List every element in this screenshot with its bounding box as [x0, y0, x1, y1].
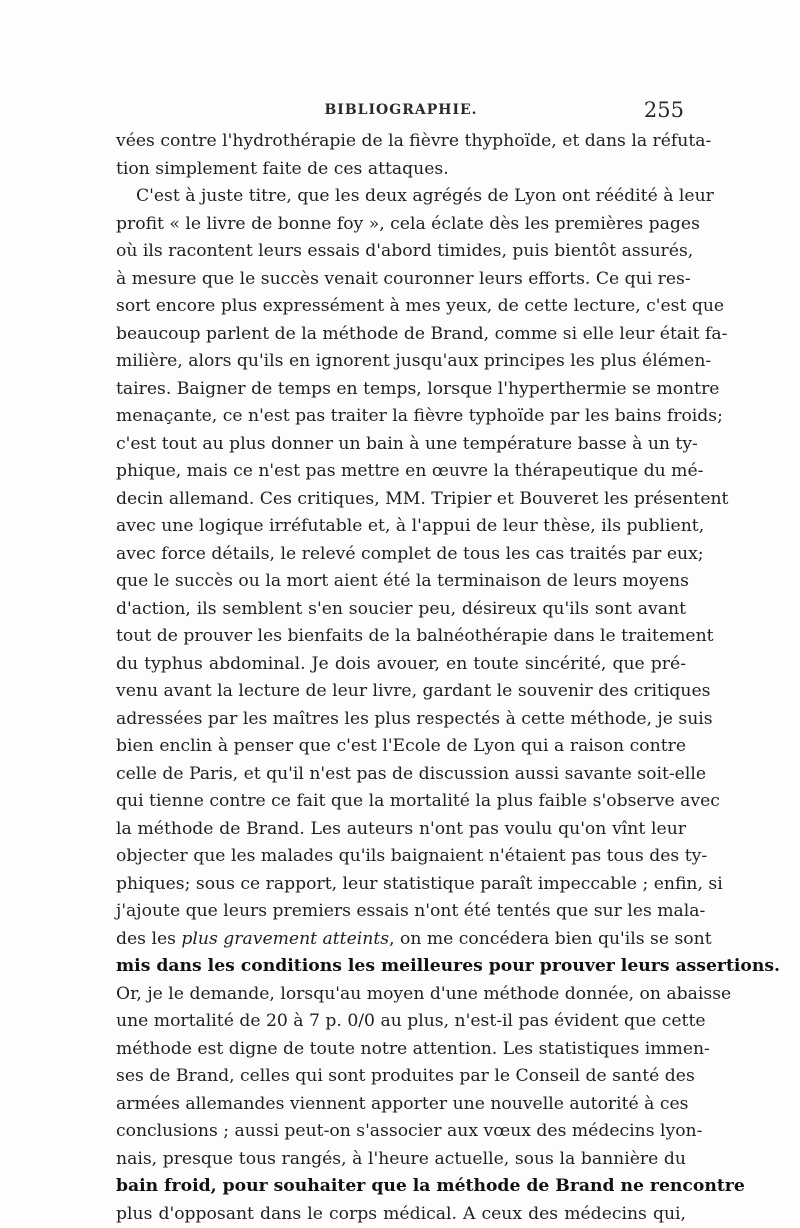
text-line: ses de Brand, celles qui sont produites par le Conseil de santé des: [116, 1063, 686, 1091]
text-line: objecter que les malades qu'ils baignaient n'étaient pas tous des ty-: [116, 843, 686, 871]
page-number: 255: [644, 98, 684, 122]
text-line: où ils racontent leurs essais d'abord timides, puis bientôt assurés,: [116, 238, 686, 266]
text-line: bain froid, pour souhaiter que la méthode de Brand ne rencontre: [116, 1173, 686, 1201]
text-line: j'ajoute que leurs premiers essais n'ont été tentés que sur les mala-: [116, 898, 686, 926]
text-segment: , on me concédera bien qu'ils se sont: [389, 929, 712, 949]
text-line: c'est tout au plus donner un bain à une température basse à un ty-: [116, 431, 686, 459]
text-line: phiques; sous ce rapport, leur statistique paraît impeccable ; enfin, si: [116, 871, 686, 899]
text-line: tout de prouver les bienfaits de la balnéothérapie dans le traitement: [116, 623, 686, 651]
text-segment: des les: [116, 929, 181, 949]
text-line: avec force détails, le relevé complet de tous les cas traités par eux;: [116, 541, 686, 569]
text-line: milière, alors qu'ils en ignorent jusqu'aux principes les plus élémen-: [116, 348, 686, 376]
text-line: profit « le livre de bonne foy », cela éclate dès les premières pages: [116, 211, 686, 239]
text-line: la méthode de Brand. Les auteurs n'ont pas voulu qu'on vînt leur: [116, 816, 686, 844]
text-line: Or, je le demande, lorsqu'au moyen d'une méthode donnée, on abaisse: [116, 981, 686, 1009]
body-text: [116, 128, 686, 1228]
text-line: avec une logique irréfutable et, à l'appui de leur thèse, ils publient,: [116, 513, 686, 541]
text-line-with-emphasis: [116, 926, 686, 954]
text-line: armées allemandes viennent apporter une nouvelle autorité à ces: [116, 1091, 686, 1119]
text-line: C'est à juste titre, que les deux agrégés de Lyon ont réédité à leur: [116, 183, 686, 211]
text-line: venu avant la lecture de leur livre, gardant le souvenir des critiques: [116, 678, 686, 706]
text-line: nais, presque tous rangés, à l'heure actuelle, sous la bannière du: [116, 1146, 686, 1174]
emphasis-phrase: plus gravement atteints: [181, 929, 389, 949]
text-line: adressées par les maîtres les plus respectés à cette méthode, je suis: [116, 706, 686, 734]
text-line: phique, mais ce n'est pas mettre en œuvre la thérapeutique du mé-: [116, 458, 686, 486]
text-line: méthode est digne de toute notre attention. Les statistiques immen-: [116, 1036, 686, 1064]
text-line: celle de Paris, et qu'il n'est pas de discussion aussi savante soit-elle: [116, 761, 686, 789]
text-line: que le succès ou la mort aient été la terminaison de leurs moyens: [116, 568, 686, 596]
text-line: decin allemand. Ces critiques, MM. Tripier et Bouveret les présentent: [116, 486, 686, 514]
text-line: vées contre l'hydrothérapie de la fièvre thyphoïde, et dans la réfuta-: [116, 128, 686, 156]
text-line: bien enclin à penser que c'est l'Ecole de Lyon qui a raison contre: [116, 733, 686, 761]
text-line: taires. Baigner de temps en temps, lorsque l'hyperthermie se montre: [116, 376, 686, 404]
text-line: d'action, ils semblent s'en soucier peu, désireux qu'ils sont avant: [116, 596, 686, 624]
running-head: BIBLIOGRAPHIE.: [118, 102, 684, 118]
text-line: sort encore plus expressément à mes yeux, de cette lecture, c'est que: [116, 293, 686, 321]
text-line: conclusions ; aussi peut-on s'associer aux vœux des médecins lyon-: [116, 1118, 686, 1146]
text-line: à mesure que le succès venait couronner leurs efforts. Ce qui res-: [116, 266, 686, 294]
text-line: qui tienne contre ce fait que la mortalité la plus faible s'observe avec: [116, 788, 686, 816]
text-line: du typhus abdominal. Je dois avouer, en toute sincérité, que pré-: [116, 651, 686, 679]
text-line: plus d'opposant dans le corps médical. A ceux des médecins qui,: [116, 1201, 686, 1228]
page-header: [118, 98, 684, 128]
text-line: une mortalité de 20 à 7 p. 0/0 au plus, n'est-il pas évident que cette: [116, 1008, 686, 1036]
text-line: mis dans les conditions les meilleures pour prouver leurs assertions.: [116, 953, 686, 981]
text-line: beaucoup parlent de la méthode de Brand, comme si elle leur était fa-: [116, 321, 686, 349]
text-line: tion simplement faite de ces attaques.: [116, 156, 686, 184]
text-line: menaçante, ce n'est pas traiter la fièvre typhoïde par les bains froids;: [116, 403, 686, 431]
